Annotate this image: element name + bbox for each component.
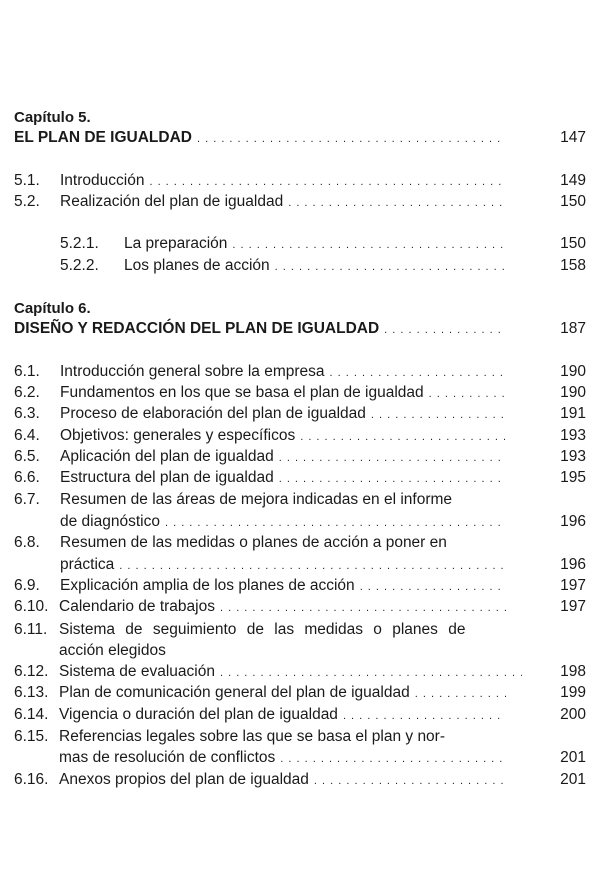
entry-number: 6.8. bbox=[14, 534, 40, 551]
chapter-6-page: 187 bbox=[560, 320, 586, 337]
leader-dots bbox=[343, 706, 506, 726]
entry-title: Proceso de elaboración del plan de igualdad bbox=[60, 405, 366, 422]
entry-title: Explicación amplia de los planes de acción bbox=[60, 577, 355, 594]
entry-title-line2: práctica bbox=[60, 556, 115, 573]
toc-entry-6-11-cont[interactable] bbox=[14, 641, 586, 661]
entry-page: 193 bbox=[560, 427, 586, 444]
chapter-5-page: 147 bbox=[560, 129, 586, 146]
entry-page: 149 bbox=[560, 172, 586, 189]
entry-number: 5.1. bbox=[14, 172, 40, 189]
leader-dots bbox=[220, 598, 506, 618]
chapter-5-label: Capítulo 5. bbox=[14, 109, 91, 126]
entry-title: Introducción general sobre la empresa bbox=[60, 363, 325, 380]
toc-entry-6-8-cont[interactable] bbox=[14, 555, 586, 575]
toc-entry-6-10[interactable] bbox=[14, 597, 586, 617]
entry-number: 6.6. bbox=[14, 469, 40, 486]
toc-entry-6-3[interactable] bbox=[14, 404, 586, 424]
leader-dots bbox=[415, 684, 506, 704]
toc-entry-5-1[interactable] bbox=[14, 171, 586, 191]
leader-dots bbox=[429, 384, 506, 404]
entry-title: Calendario de trabajos bbox=[59, 598, 215, 615]
leader-dots bbox=[165, 513, 506, 533]
entry-number: 6.4. bbox=[14, 427, 40, 444]
entry-page: 197 bbox=[560, 577, 586, 594]
entry-page: 198 bbox=[560, 663, 586, 680]
entry-title: Anexos propios del plan de igualdad bbox=[59, 771, 309, 788]
entry-number: 6.10. bbox=[14, 598, 49, 615]
leader-dots bbox=[384, 320, 506, 340]
entry-title: Plan de comunicación general del plan de igualdad bbox=[59, 684, 410, 701]
entry-number: 5.2.1. bbox=[60, 235, 99, 252]
entry-page: 196 bbox=[560, 513, 586, 530]
toc-entry-6-9[interactable] bbox=[14, 576, 586, 596]
leader-dots bbox=[275, 257, 506, 277]
entry-title: Realización del plan de igualdad bbox=[60, 193, 284, 210]
entry-page: 197 bbox=[560, 598, 586, 615]
toc-entry-6-7-cont[interactable] bbox=[14, 512, 586, 532]
entry-number: 6.13. bbox=[14, 684, 49, 701]
toc-entry-6-1[interactable] bbox=[14, 362, 586, 382]
entry-page: 190 bbox=[560, 363, 586, 380]
toc-entry-6-5[interactable] bbox=[14, 447, 586, 467]
entry-page: 150 bbox=[560, 235, 586, 252]
entry-title: Los planes de acción bbox=[124, 257, 270, 274]
entry-number: 6.9. bbox=[14, 577, 40, 594]
leader-dots bbox=[300, 427, 506, 447]
entry-title: Aplicación del plan de igualdad bbox=[60, 448, 274, 465]
entry-title-line1: Referencias legales sobre las que se basa el plan y nor- bbox=[59, 728, 446, 745]
entry-title: Introducción bbox=[60, 172, 145, 189]
entry-title-line2: mas de resolución de conflictos bbox=[59, 749, 276, 766]
entry-title: Estructura del plan de igualdad bbox=[60, 469, 274, 486]
leader-dots bbox=[119, 556, 506, 576]
toc-entry-6-14[interactable] bbox=[14, 705, 586, 725]
toc-entry-6-11[interactable] bbox=[14, 620, 586, 640]
leader-dots bbox=[280, 749, 506, 769]
toc-entry-6-4[interactable] bbox=[14, 426, 586, 446]
entry-number: 6.2. bbox=[14, 384, 40, 401]
chapter-6-label: Capítulo 6. bbox=[14, 300, 91, 317]
entry-number: 6.11. bbox=[14, 621, 48, 638]
toc-entry-6-6[interactable] bbox=[14, 468, 586, 488]
entry-title: Fundamentos en los que se basa el plan de igualdad bbox=[60, 384, 424, 401]
leader-dots bbox=[232, 235, 506, 255]
entry-title: La preparación bbox=[124, 235, 228, 252]
toc-entry-6-13[interactable] bbox=[14, 683, 586, 703]
leader-dots bbox=[314, 771, 506, 791]
toc-entry-6-7[interactable] bbox=[14, 490, 586, 510]
entry-page: 201 bbox=[560, 771, 586, 788]
entry-number: 5.2.2. bbox=[60, 257, 99, 274]
toc-entry-5-2[interactable] bbox=[14, 192, 586, 212]
entry-page: 150 bbox=[560, 193, 586, 210]
entry-page: 191 bbox=[560, 405, 586, 422]
entry-number: 6.7. bbox=[14, 491, 40, 508]
toc-entry-6-15-cont[interactable] bbox=[14, 748, 586, 768]
toc-entry-6-8[interactable] bbox=[14, 533, 586, 553]
entry-title-line1: Resumen de las áreas de mejora indicadas en el informe bbox=[60, 491, 453, 508]
leader-dots bbox=[330, 363, 506, 383]
entry-title: Objetivos: generales y específicos bbox=[60, 427, 296, 444]
entry-page: 199 bbox=[560, 684, 586, 701]
entry-page: 196 bbox=[560, 556, 586, 573]
leader-dots bbox=[197, 129, 506, 149]
leader-dots bbox=[279, 448, 506, 468]
entry-title: Sistema de evaluación bbox=[59, 663, 215, 680]
chapter-6-title: DISEÑO Y REDACCIÓN DEL PLAN DE IGUALDAD bbox=[14, 320, 380, 337]
toc-entry-6-15[interactable] bbox=[14, 727, 586, 747]
toc-entry-6-2[interactable] bbox=[14, 383, 586, 403]
entry-number: 6.15. bbox=[14, 728, 49, 745]
entry-title-line2: de diagnóstico bbox=[60, 513, 160, 530]
entry-title: Vigencia o duración del plan de igualdad bbox=[59, 706, 338, 723]
toc-entry-5-2-2[interactable] bbox=[14, 256, 586, 276]
leader-dots bbox=[220, 663, 522, 683]
entry-title-line2: acción elegidos bbox=[59, 642, 166, 659]
entry-number: 6.5. bbox=[14, 448, 40, 465]
toc-entry-6-12[interactable] bbox=[14, 662, 526, 682]
entry-number: 6.14. bbox=[14, 706, 49, 723]
chapter-6-heading[interactable] bbox=[14, 319, 586, 339]
entry-page: 190 bbox=[560, 384, 586, 401]
entry-title-line1: Sistema de seguimiento de las medidas o planes de bbox=[59, 621, 466, 638]
leader-dots bbox=[360, 577, 506, 597]
entry-number: 6.1. bbox=[14, 363, 40, 380]
entry-page: 193 bbox=[560, 448, 586, 465]
entry-number: 6.12. bbox=[14, 663, 49, 680]
entry-page: 195 bbox=[560, 469, 586, 486]
leader-dots bbox=[149, 172, 506, 192]
entry-page: 158 bbox=[560, 257, 586, 274]
leader-dots bbox=[371, 405, 506, 425]
toc-entry-6-16[interactable] bbox=[14, 770, 586, 790]
leader-dots bbox=[288, 193, 506, 213]
entry-number: 6.3. bbox=[14, 405, 40, 422]
entry-page: 201 bbox=[560, 749, 586, 766]
chapter-5-heading[interactable] bbox=[14, 128, 586, 148]
entry-number: 6.16. bbox=[14, 771, 49, 788]
leader-dots bbox=[279, 469, 506, 489]
entry-page: 200 bbox=[560, 706, 586, 723]
entry-title-line1: Resumen de las medidas o planes de acción a poner en bbox=[60, 534, 447, 551]
toc-entry-5-2-1[interactable] bbox=[14, 234, 586, 254]
chapter-5-title: EL PLAN DE IGUALDAD bbox=[14, 129, 192, 146]
entry-number: 5.2. bbox=[14, 193, 40, 210]
